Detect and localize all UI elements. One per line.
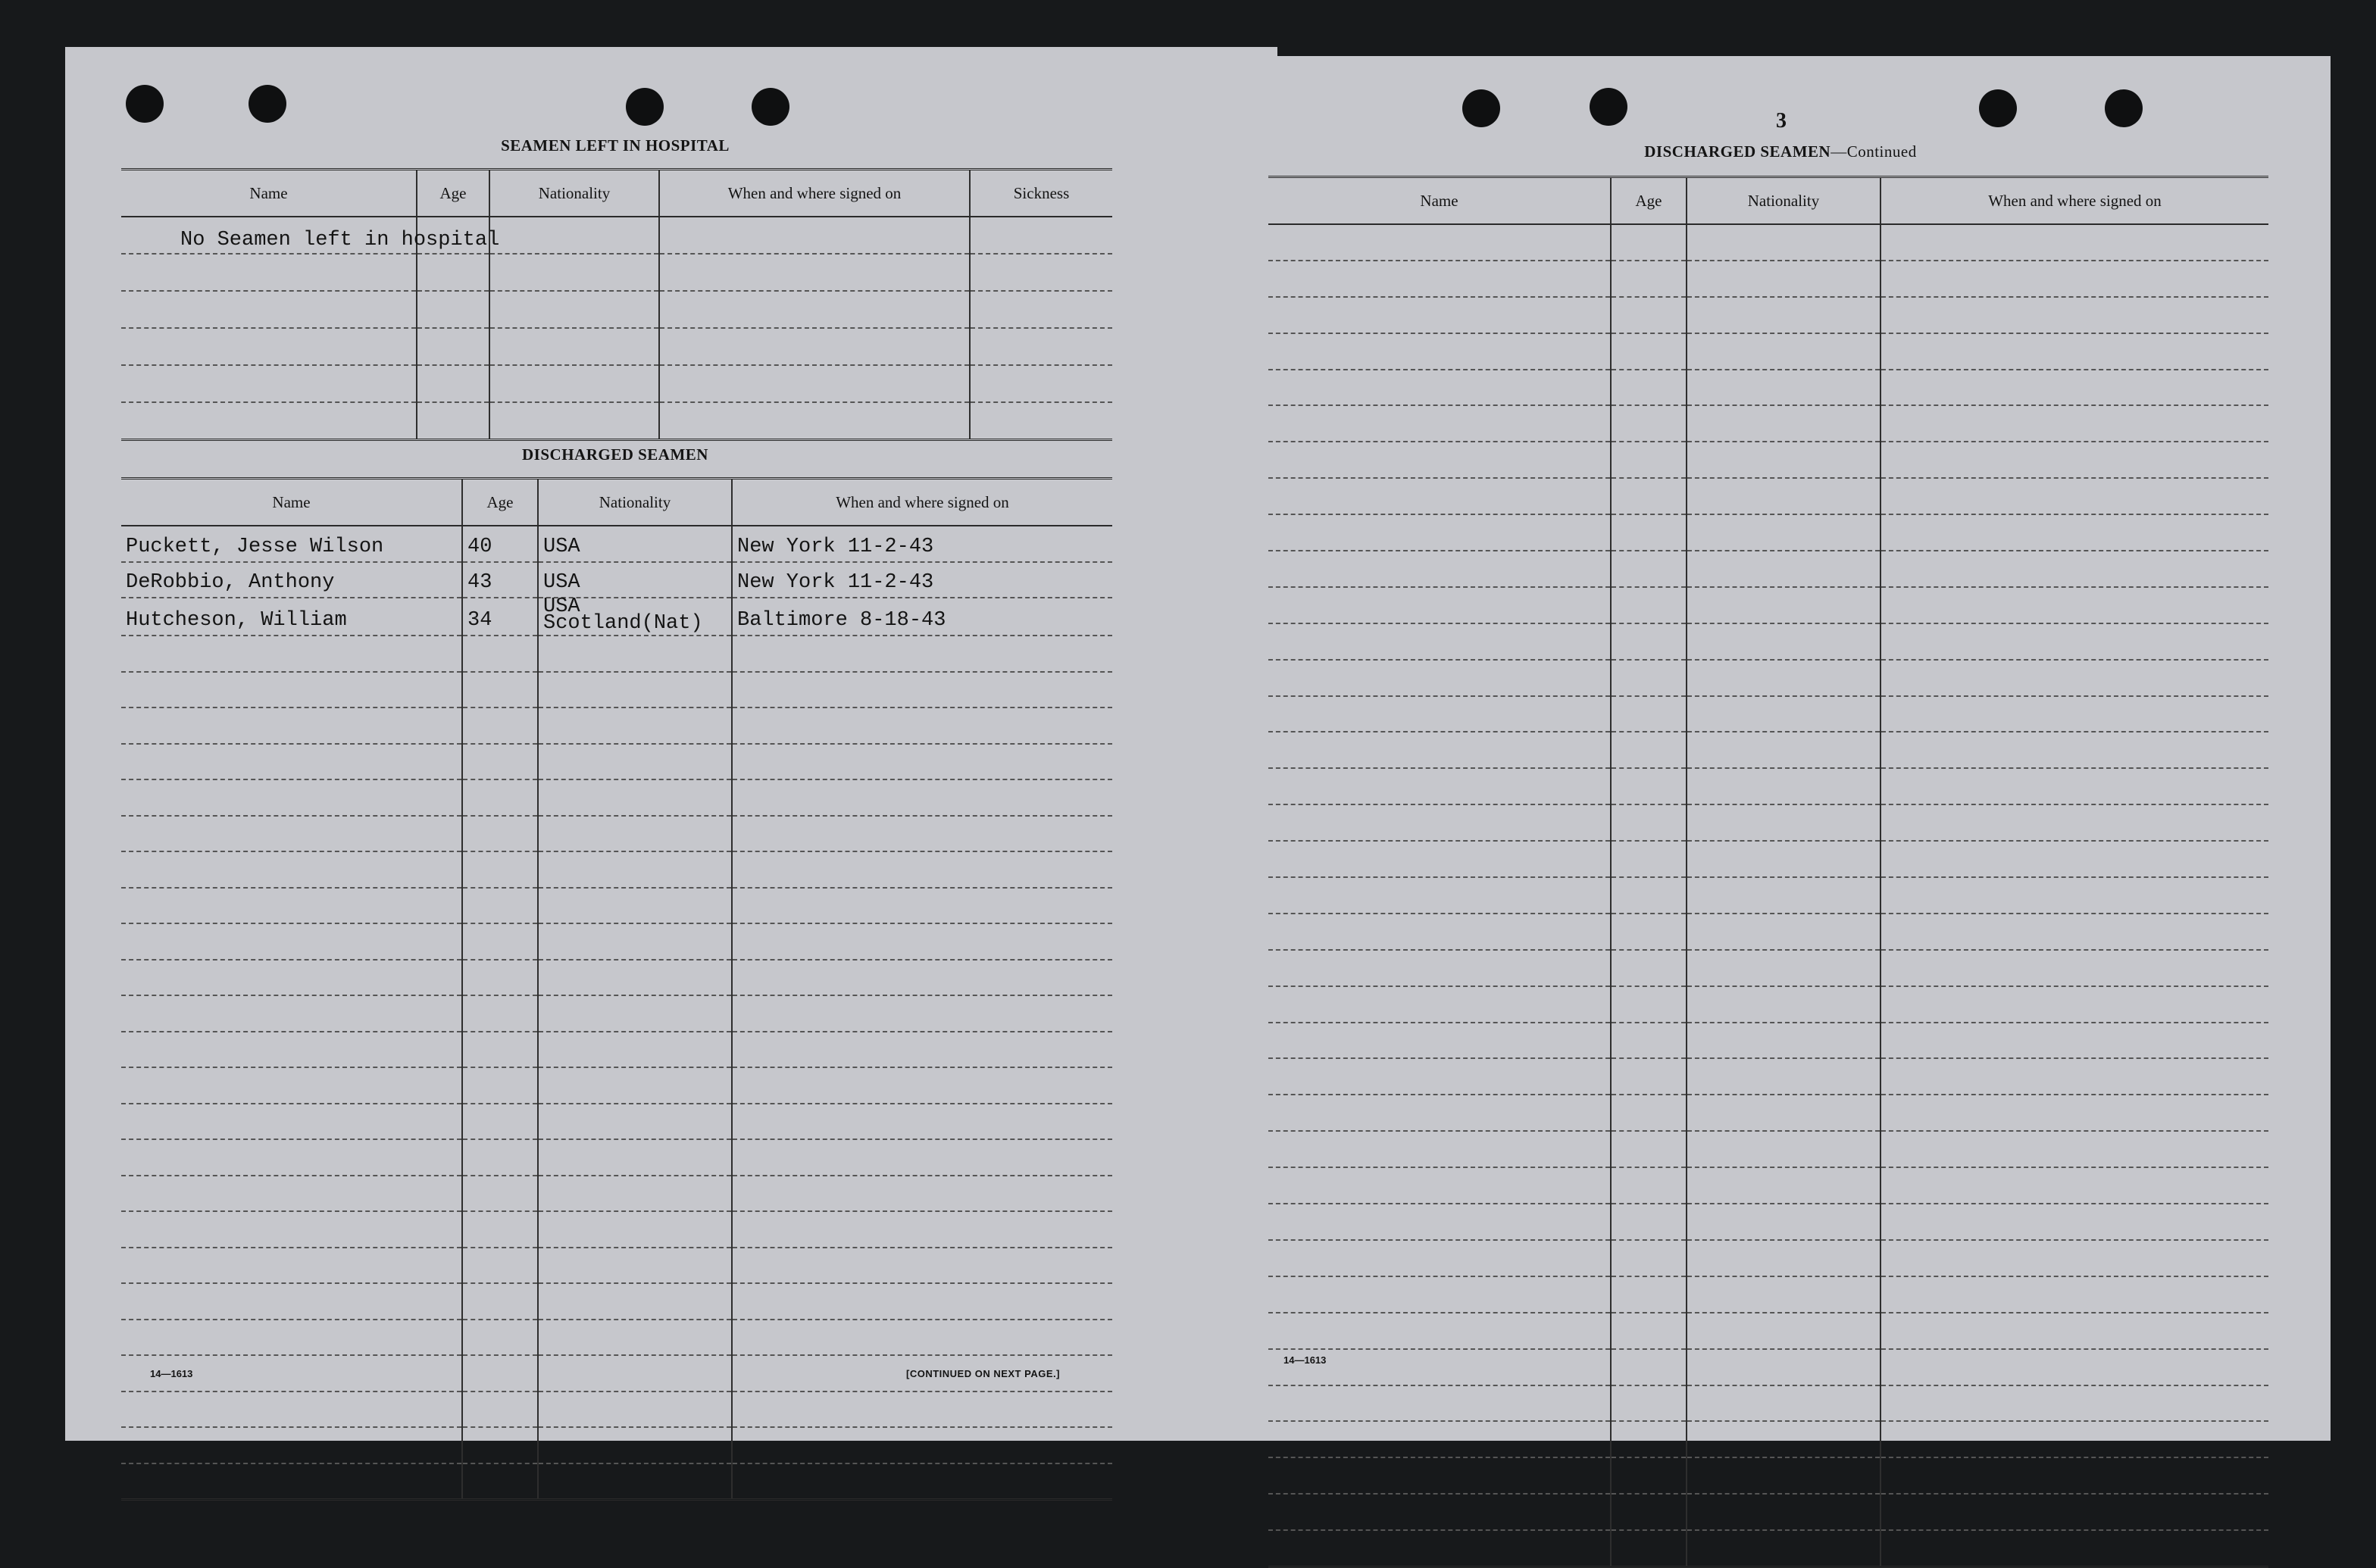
table-row	[1268, 950, 2268, 986]
table-row	[1268, 1457, 2268, 1494]
table-row	[1268, 1240, 2268, 1276]
table-row	[1268, 478, 2268, 514]
table-row	[1268, 660, 2268, 696]
table-row	[1268, 841, 2268, 877]
col-signed-on-header: When and where signed on	[1880, 177, 2268, 225]
col-sickness-header: Sickness	[970, 170, 1112, 217]
table-row	[121, 1248, 1112, 1284]
table-row	[1268, 442, 2268, 478]
col-name-header: Name	[121, 170, 417, 217]
table-row	[121, 1320, 1112, 1356]
table-row	[121, 779, 1112, 816]
table-row	[121, 1139, 1112, 1176]
left-page	[65, 47, 1277, 1441]
hospital-note: No Seamen left in hospital	[180, 229, 500, 251]
table-row	[121, 1176, 1112, 1212]
seaman-nationality-note: USA	[543, 595, 580, 618]
hospital-section-title: SEAMEN LEFT IN HOSPITAL	[501, 136, 730, 155]
hospital-table	[121, 168, 1112, 441]
table-row	[1268, 623, 2268, 660]
seaman-name: DeRobbio, Anthony	[121, 562, 462, 598]
continued-note: [CONTINUED ON NEXT PAGE.]	[906, 1368, 1060, 1379]
table-row	[1268, 768, 2268, 804]
discharged-continued-table	[1268, 176, 2268, 1568]
punch-hole	[1462, 89, 1500, 127]
table-row	[1268, 551, 2268, 587]
table-row	[1268, 1313, 2268, 1349]
table-row	[1268, 1276, 2268, 1313]
table-row	[121, 291, 1112, 328]
table-row	[1268, 1349, 2268, 1385]
table-row	[121, 744, 1112, 780]
punch-hole	[249, 85, 286, 123]
table-row	[1268, 732, 2268, 768]
table-row	[1268, 514, 2268, 551]
discharged-table	[121, 477, 1112, 1501]
continued-header-row	[1268, 177, 2268, 225]
table-row	[121, 1392, 1112, 1428]
form-number: 14—1613	[1283, 1354, 1327, 1366]
table-row	[1268, 297, 2268, 333]
table-row	[1268, 370, 2268, 406]
col-name-header: Name	[121, 479, 462, 526]
seaman-nationality: Scotland(Nat)	[543, 612, 703, 635]
punch-hole	[1590, 88, 1627, 126]
table-row	[121, 1067, 1112, 1104]
table-row	[121, 598, 1112, 636]
seaman-age: 40	[462, 526, 538, 562]
col-age-header: Age	[1611, 177, 1687, 225]
table-row	[121, 672, 1112, 708]
table-row	[1268, 1058, 2268, 1095]
table-row	[121, 1463, 1112, 1500]
page-number: 3	[1776, 109, 1787, 133]
table-row	[121, 888, 1112, 924]
punch-hole	[626, 88, 664, 126]
col-signed-on-header: When and where signed on	[659, 170, 970, 217]
table-row	[121, 816, 1112, 852]
table-row	[121, 365, 1112, 402]
table-row	[121, 526, 1112, 562]
form-number: 14—1613	[150, 1368, 193, 1379]
table-row	[1268, 914, 2268, 950]
table-row	[121, 562, 1112, 598]
col-age-header: Age	[462, 479, 538, 526]
right-page	[1230, 56, 2331, 1441]
punch-hole	[126, 85, 164, 123]
table-row	[1268, 1167, 2268, 1204]
punch-hole	[752, 88, 789, 126]
seaman-name: Puckett, Jesse Wilson	[121, 526, 462, 562]
table-row	[1268, 405, 2268, 442]
table-row	[1268, 1494, 2268, 1530]
table-row	[121, 707, 1112, 744]
table-row	[121, 995, 1112, 1032]
hospital-note-cell	[121, 217, 500, 254]
table-row	[1268, 877, 2268, 914]
table-row	[1268, 1204, 2268, 1240]
discharged-section-title: DISCHARGED SEAMEN	[522, 445, 708, 464]
table-row	[121, 217, 1112, 254]
seaman-nationality: USA	[538, 562, 732, 598]
continued-section-title	[1230, 142, 2331, 161]
table-row	[1268, 696, 2268, 732]
table-row	[1268, 986, 2268, 1023]
col-nationality-header: Nationality	[538, 479, 732, 526]
table-row	[1268, 587, 2268, 623]
table-row	[121, 923, 1112, 960]
punch-hole	[1979, 89, 2017, 127]
continued-title-main: DISCHARGED SEAMEN	[1644, 142, 1831, 161]
table-row	[1268, 1421, 2268, 1457]
col-name-header: Name	[1268, 177, 1611, 225]
seaman-name: Hutcheson, William	[121, 598, 462, 636]
table-row	[121, 254, 1112, 291]
table-row	[1268, 1530, 2268, 1566]
table-row	[121, 1104, 1112, 1140]
seaman-nationality-cell	[538, 595, 732, 636]
table-row	[1268, 1131, 2268, 1167]
table-row	[121, 851, 1112, 888]
hospital-header-row	[121, 170, 1112, 217]
continued-title-suffix: —Continued	[1830, 142, 1917, 161]
col-nationality-header: Nationality	[489, 170, 659, 217]
punch-hole	[2105, 89, 2143, 127]
seaman-age: 34	[462, 598, 538, 636]
table-row	[121, 1427, 1112, 1463]
seaman-signed-on: New York 11-2-43	[732, 562, 1112, 598]
table-row	[1268, 261, 2268, 297]
table-row	[1268, 333, 2268, 370]
table-row	[121, 328, 1112, 365]
col-age-header: Age	[417, 170, 489, 217]
seaman-signed-on: Baltimore 8-18-43	[732, 598, 1112, 636]
col-signed-on-header: When and where signed on	[732, 479, 1112, 526]
table-row	[1268, 804, 2268, 841]
table-row	[121, 1032, 1112, 1068]
table-row	[1268, 1095, 2268, 1131]
table-row	[121, 636, 1112, 672]
seaman-age: 43	[462, 562, 538, 598]
table-row	[1268, 1023, 2268, 1059]
table-row	[121, 402, 1112, 440]
seaman-nationality: USA	[538, 526, 732, 562]
table-row	[121, 1283, 1112, 1320]
discharged-header-row	[121, 479, 1112, 526]
table-row	[121, 960, 1112, 996]
table-row	[121, 1211, 1112, 1248]
table-row	[1268, 224, 2268, 261]
table-row	[1268, 1385, 2268, 1422]
seaman-signed-on: New York 11-2-43	[732, 526, 1112, 562]
col-nationality-header: Nationality	[1687, 177, 1880, 225]
